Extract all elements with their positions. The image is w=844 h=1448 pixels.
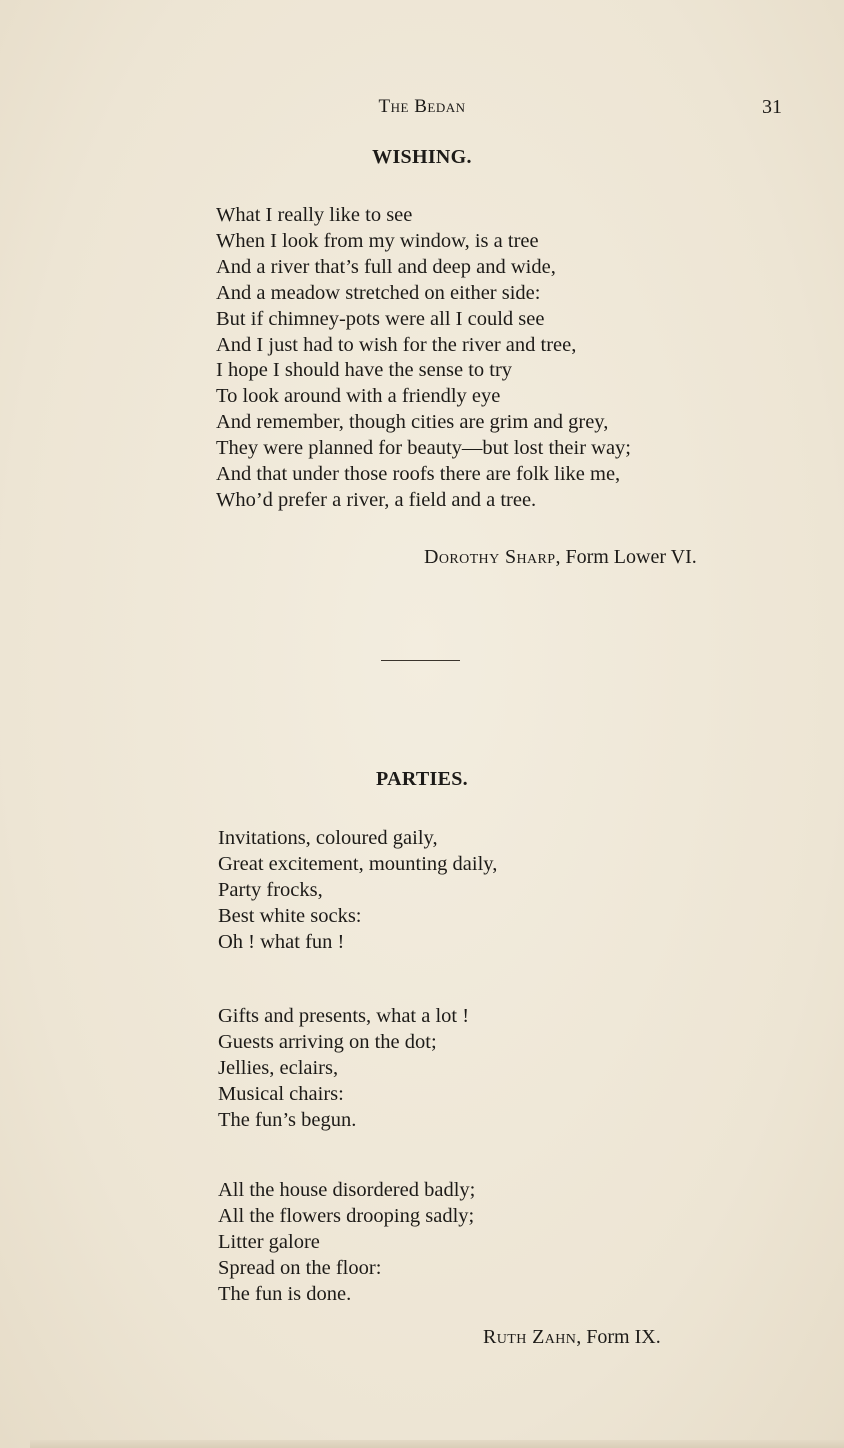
stanza-wishing-1 bbox=[216, 203, 631, 514]
poem-title-wishing: WISHING. bbox=[372, 146, 472, 168]
poem-line: And that under those roofs there are folk like me, bbox=[216, 463, 621, 486]
author-name: Dorothy Sharp bbox=[424, 546, 556, 568]
poem-line: Who’d prefer a river, a field and a tree. bbox=[216, 488, 537, 511]
attribution-wishing bbox=[424, 546, 697, 569]
page-bottom-edge bbox=[30, 1440, 844, 1448]
poem-line: Invitations, coloured gaily, bbox=[218, 827, 438, 849]
stanza-parties-2 bbox=[218, 1004, 469, 1134]
poem-line: Jellies, eclairs, bbox=[218, 1056, 339, 1079]
poem-line: Musical chairs: bbox=[218, 1082, 344, 1105]
poem-line: What I really like to see bbox=[216, 204, 413, 226]
poem-line: They were planned for beauty—but lost their way; bbox=[216, 437, 631, 460]
running-head bbox=[0, 96, 844, 120]
poem-line: But if chimney-pots were all I could see bbox=[216, 307, 545, 330]
stanza-parties-3 bbox=[218, 1178, 475, 1308]
poem-title-parties: PARTIES. bbox=[376, 768, 468, 790]
poem-line: All the flowers drooping sadly; bbox=[218, 1204, 475, 1227]
poem-line: To look around with a friendly eye bbox=[216, 385, 501, 408]
stanza-parties-1 bbox=[218, 826, 497, 956]
poem-line: Great excitement, mounting daily, bbox=[218, 852, 498, 875]
poem-line: And remember, though cities are grim and grey, bbox=[216, 411, 609, 434]
poem-line: And I just had to wish for the river and tree, bbox=[216, 333, 577, 356]
author-name: Ruth Zahn bbox=[483, 1326, 577, 1348]
poem-line: Best white socks: bbox=[218, 904, 362, 927]
section-divider bbox=[381, 660, 460, 661]
poem-line: Litter galore bbox=[218, 1230, 320, 1253]
poem-line: I hope I should have the sense to try bbox=[216, 359, 513, 382]
attribution-parties bbox=[483, 1326, 661, 1349]
poem-line: All the house disordered badly; bbox=[218, 1179, 476, 1201]
poem-line: The fun is done. bbox=[218, 1282, 352, 1305]
author-form: , Form Lower VI. bbox=[555, 546, 697, 568]
author-form: , Form IX. bbox=[576, 1326, 661, 1348]
page-number: 31 bbox=[762, 96, 782, 118]
poem-line: The fun’s begun. bbox=[218, 1108, 357, 1131]
poem-line: Spread on the floor: bbox=[218, 1256, 382, 1279]
poem-line: And a meadow stretched on either side: bbox=[216, 281, 541, 304]
poem-line: Guests arriving on the dot; bbox=[218, 1030, 437, 1053]
poem-line: Oh ! what fun ! bbox=[218, 930, 345, 953]
poem-line: Gifts and presents, what a lot ! bbox=[218, 1005, 470, 1027]
poem-line: Party frocks, bbox=[218, 878, 323, 901]
poem-line: When I look from my window, is a tree bbox=[216, 229, 539, 252]
poem-line: And a river that’s full and deep and wide, bbox=[216, 255, 556, 278]
running-title: The Bedan bbox=[378, 96, 466, 117]
